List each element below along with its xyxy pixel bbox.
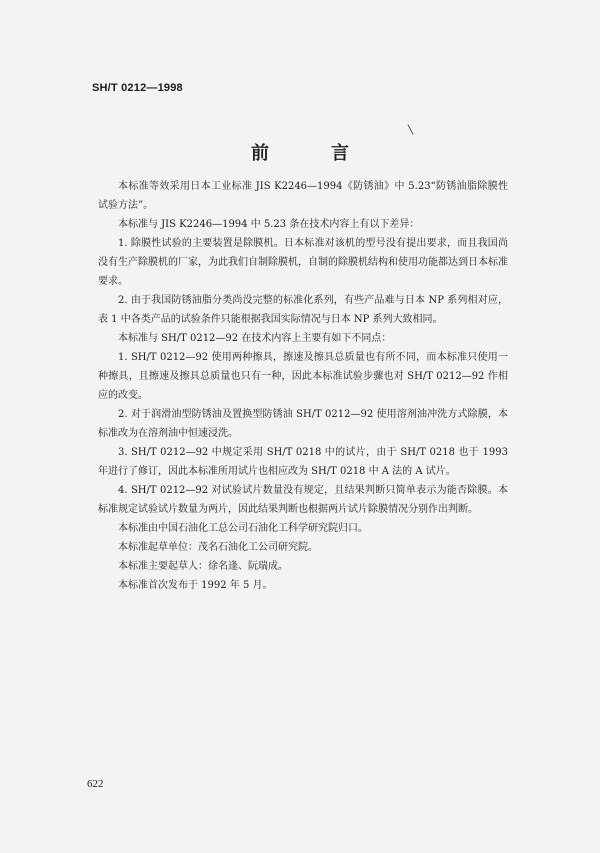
- paragraph: 本标准主要起草人：徐名逢、阮瑞成。: [118, 561, 288, 572]
- paragraph: 本标准等效采用日本工业标准 JIS K2246—1994《防锈油》中 5.23“防锈油脂除膜性试验方法”。: [98, 181, 508, 211]
- paragraph: 本标准由中国石油化工总公司石油化工科学研究院归口。: [118, 523, 368, 534]
- paragraph: 本标准首次发布于 1992 年 5 月。: [118, 580, 273, 591]
- paragraph: 本标准起草单位：茂名石油化工公司研究院。: [118, 542, 318, 553]
- page-number: 622: [87, 778, 104, 790]
- paragraph: 4. SH/T 0212—92 对试验试片数量没有规定，且结果判断只简单表示为能否除膜。本标准规定试验试片数量为两片，因此结果判断也根据两片试片除膜情况分别作出判断。: [98, 485, 508, 515]
- paragraph: 1. 除膜性试验的主要装置是除膜机。日本标准对该机的型号没有提出要求，而且我国尚没有生产除膜机的厂家，为此我们自制除膜机，自制的除膜机结构和使用功能都达到日本标准要求。: [98, 238, 508, 287]
- standard-code: SH/T 0212—1998: [92, 82, 183, 94]
- paragraph: 本标准与 JIS K2246—1994 中 5.23 条在技术内容上有以下差异：: [118, 219, 420, 230]
- paragraph: 2. 对于润滑油型防锈油及置换型防锈油 SH/T 0212—92 使用溶剂油冲洗方式除膜，本标准改为在溶剂油中恒速浸洗。: [98, 409, 508, 439]
- foreword-body: [98, 177, 508, 595]
- paragraph: 2. 由于我国防锈油脂分类尚没完整的标准化系列，有些产品难与日本 NP 系列相对应，表 1 中各类产品的试验条件只能根据我国实际情况与日本 NP 系列大致相同。: [98, 295, 508, 325]
- scan-mark: [407, 124, 413, 134]
- paragraph: 本标准与 SH/T 0212—92 在技术内容上主要有如下不同点：: [118, 333, 392, 344]
- paragraph: 3. SH/T 0212—92 中规定采用 SH/T 0218 中的试片，由于 SH/T 0218 也于 1993 年进行了修订，因此本标准所用试片也相应改为 SH/T 0218 中 A 法的 A 试片。: [98, 447, 508, 477]
- page-title: 前 言: [251, 143, 371, 164]
- paragraph: 1. SH/T 0212—92 使用两种擦具，擦速及擦具总质量也有所不同，而本标准只使用一种擦具，且擦速及擦具总质量也只有一种，因此本标准试验步骤也对 SH/T 0212—92 作相应的改变。: [98, 352, 508, 401]
